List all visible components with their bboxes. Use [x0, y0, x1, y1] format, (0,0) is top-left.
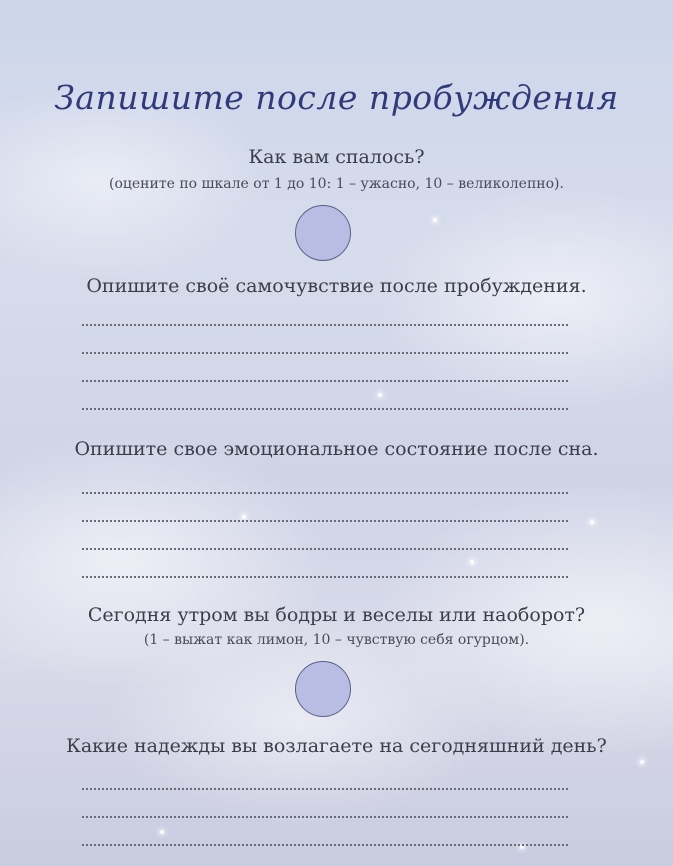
writing-line[interactable]: [82, 520, 568, 522]
rating-circle-energy[interactable]: [295, 661, 351, 717]
question-wellbeing: Опишите своё самочувствие после пробуждения.: [86, 275, 587, 297]
writing-line[interactable]: [82, 324, 568, 326]
writing-line[interactable]: [82, 492, 568, 494]
question-emotional-state: Опишите свое эмоциональное состояние после сна.: [74, 438, 599, 460]
writing-line[interactable]: [82, 844, 568, 846]
writing-line[interactable]: [82, 576, 568, 578]
sparkle: [470, 560, 474, 564]
sparkle: [242, 515, 246, 519]
sparkle: [433, 218, 437, 222]
writing-line[interactable]: [82, 380, 568, 382]
question-sleep-quality: Как вам спалось?: [248, 146, 425, 168]
page-title: Запишите после пробуждения: [54, 78, 619, 117]
hint-energy-scale: (1 – выжат как лимон, 10 – чувствую себя огурцом).: [143, 632, 530, 648]
hint-sleep-scale: (оцените по шкале от 1 до 10: 1 – ужасно, 10 – великолепно).: [109, 176, 564, 192]
writing-line[interactable]: [82, 788, 568, 790]
writing-line[interactable]: [82, 352, 568, 354]
question-hopes: Какие надежды вы возлагаете на сегодняшний день?: [66, 735, 607, 757]
writing-line[interactable]: [82, 548, 568, 550]
rating-circle-sleep[interactable]: [295, 205, 351, 261]
writing-line[interactable]: [82, 816, 568, 818]
writing-line[interactable]: [82, 408, 568, 410]
sparkle: [160, 830, 164, 834]
question-energy: Сегодня утром вы бодры и веселы или наоборот?: [87, 604, 586, 626]
sparkle: [590, 520, 594, 524]
sparkle: [378, 393, 382, 397]
sparkle: [640, 760, 644, 764]
